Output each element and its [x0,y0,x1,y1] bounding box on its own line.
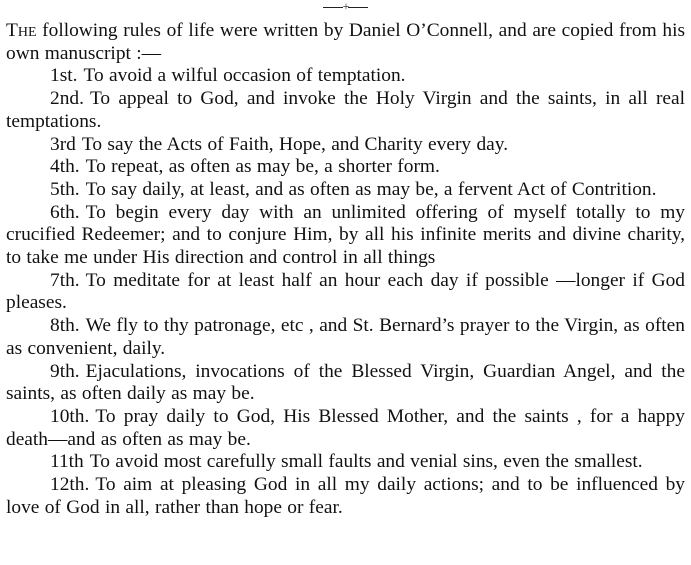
rule-text: To say daily, at least, and as often as may be, a fervent Act of Contrition. [85,178,657,200]
rule-text: To say the Acts of Faith, Hope, and Charity every day. [81,133,509,155]
rule-text: To begin every day with an unlimited offering of myself totally to my crucified Redeemer; and to conjure Him, by all his infinite merits and divine charity, to take me under His direction and control in all things [6,201,685,269]
intro-text: following rules of life were written by Daniel O’Connell, and are copied from his own manuscript :— [6,20,685,64]
rule-number: 3rd [50,133,76,155]
rule-item-11 [6,451,685,474]
rule-text: Ejaculations, invocations of the Blessed Virgin, Guardian Angel, and the saints, as often daily as may be. [6,360,685,405]
rule-item-4 [6,156,685,179]
rule-number: 7th. [50,269,80,291]
rule-text: To aim at pleasing God in all my daily actions; and to be influenced by love of God in all, rather than hope or fear. [6,474,685,518]
rule-text: We fly to thy patronage, etc , and St. Bernard’s prayer to the Virgin, as often as convenient, daily. [6,315,685,359]
rule-item-2 [6,88,685,133]
rule-text: To avoid most carefully small faults and venial sins, even the smallest. [89,451,643,473]
rule-text: To avoid a wilful occasion of temptation. [83,65,406,87]
ornament-divider [0,0,691,12]
ornament-cross: + [342,0,349,13]
rule-number: 6th. [50,201,80,223]
intro-lead: The [6,20,37,41]
rule-number: 1st. [50,65,78,87]
rule-item-7 [6,270,685,315]
rule-item-12 [6,474,685,519]
rule-item-8 [6,315,685,360]
rule-text: To meditate for at least half an hour each day if possible —longer if God pleases. [6,269,685,314]
intro-paragraph [6,20,685,65]
rule-number: 10th. [50,405,90,427]
rule-text: To repeat, as often as may be, a shorter form. [85,156,440,178]
rule-number: 4th. [50,156,80,178]
rule-item-3 [6,134,685,157]
rule-item-1 [6,65,685,88]
rule-number: 11th [50,451,84,473]
rule-number: 12th. [50,474,90,496]
rule-item-5 [6,179,685,202]
rule-text: To appeal to God, and invoke the Holy Virgin and the saints, in all real temptations. [6,88,685,132]
rule-item-10 [6,406,685,451]
rule-number: 2nd. [50,88,84,110]
ornament-rule-right [348,7,368,8]
rule-item-9 [6,361,685,406]
article-body [6,20,685,519]
rule-number: 5th. [50,178,80,200]
ornament-rule-left [323,7,343,8]
rule-number: 9th. [50,360,80,382]
rule-text: To pray daily to God, His Blessed Mother, and the saints , for a happy death—and as often as may be. [6,405,685,450]
rule-number: 8th. [50,315,80,337]
rule-item-6 [6,202,685,270]
